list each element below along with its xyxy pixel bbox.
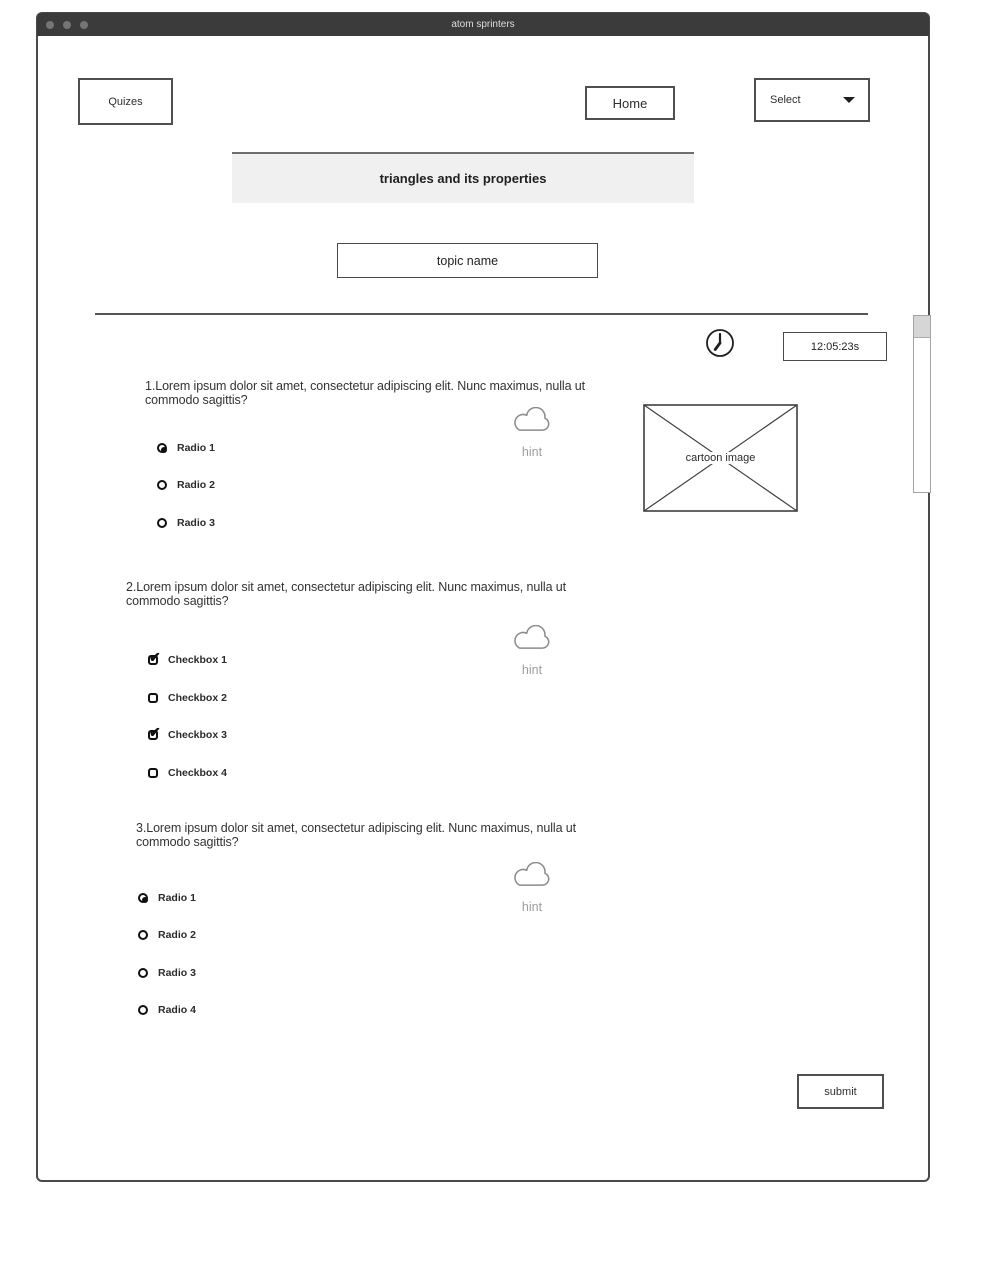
content-divider [95,313,868,315]
question-text: 2.Lorem ipsum dolor sit amet, consectetur adipiscing elit. Nunc maximus, nulla ut commodo sagittis? [126,580,567,608]
option-label: Checkbox 3 [168,729,227,741]
home-button[interactable]: Home [585,86,675,120]
scrollbar-thumb[interactable] [914,316,930,338]
option-label: Radio 3 [177,517,215,529]
hint-label: hint [521,663,543,677]
cartoon-image-placeholder [643,404,798,512]
checkbox-option[interactable] [148,689,227,707]
radio-icon [157,443,167,453]
option-label: Checkbox 2 [168,692,227,704]
checkbox-icon [148,768,158,778]
checkbox-option[interactable] [148,651,227,669]
window-title: atom sprinters [451,19,515,30]
scrollbar[interactable] [913,315,931,493]
select-dropdown[interactable] [754,78,870,122]
radio-icon [138,893,148,903]
window-control-dot[interactable] [63,21,71,29]
hint-button[interactable] [500,862,564,914]
app-window [36,12,930,1182]
timer-display [783,332,887,361]
radio-option[interactable] [157,476,215,494]
quiz-title: triangles and its properties [379,171,547,186]
hint-button[interactable] [500,625,564,677]
question-text: 3.Lorem ipsum dolor sit amet, consectetur adipiscing elit. Nunc maximus, nulla ut commodo sagittis? [136,821,577,849]
radio-icon [157,518,167,528]
option-label: Radio 2 [158,929,196,941]
hint-button[interactable] [500,407,564,459]
window-controls [46,13,88,36]
option-label: Radio 1 [158,892,196,904]
option-label: Checkbox 4 [168,767,227,779]
topic-name-box[interactable] [337,243,598,278]
chevron-down-icon [843,97,855,103]
checkbox-option[interactable] [148,726,227,744]
radio-option[interactable] [138,926,196,944]
cartoon-image-label: cartoon image [685,452,756,464]
option-label: Radio 3 [158,967,196,979]
checkbox-icon [148,693,158,703]
radio-option[interactable] [138,1001,196,1019]
radio-icon [157,480,167,490]
cloud-icon [511,407,553,436]
checkbox-icon [148,730,158,740]
select-value: Select [770,94,801,106]
cloud-icon [511,625,553,654]
radio-icon [138,968,148,978]
hint-label: hint [521,900,543,914]
timer-value: 12:05:23s [810,340,860,353]
radio-icon [138,1005,148,1015]
question-text: 1.Lorem ipsum dolor sit amet, consectetur adipiscing elit. Nunc maximus, nulla ut commodo sagittis? [145,379,586,407]
radio-option[interactable] [138,889,196,907]
titlebar [37,13,929,36]
topic-name: topic name [436,253,499,268]
checkbox-option[interactable] [148,764,227,782]
option-label: Radio 2 [177,479,215,491]
submit-button[interactable]: submit [797,1074,884,1109]
radio-icon [138,930,148,940]
option-label: Radio 1 [177,442,215,454]
window-control-dot[interactable] [46,21,54,29]
checkbox-icon [148,655,158,665]
radio-option[interactable] [138,964,196,982]
option-label: Radio 4 [158,1004,196,1016]
radio-option[interactable] [157,514,215,532]
clock-icon [705,328,735,358]
window-control-dot[interactable] [80,21,88,29]
option-label: Checkbox 1 [168,654,227,666]
quiz-title-banner [232,152,694,203]
cloud-icon [511,862,553,891]
radio-option[interactable] [157,439,215,457]
quizzes-button[interactable]: Quizes [78,78,173,125]
hint-label: hint [521,445,543,459]
